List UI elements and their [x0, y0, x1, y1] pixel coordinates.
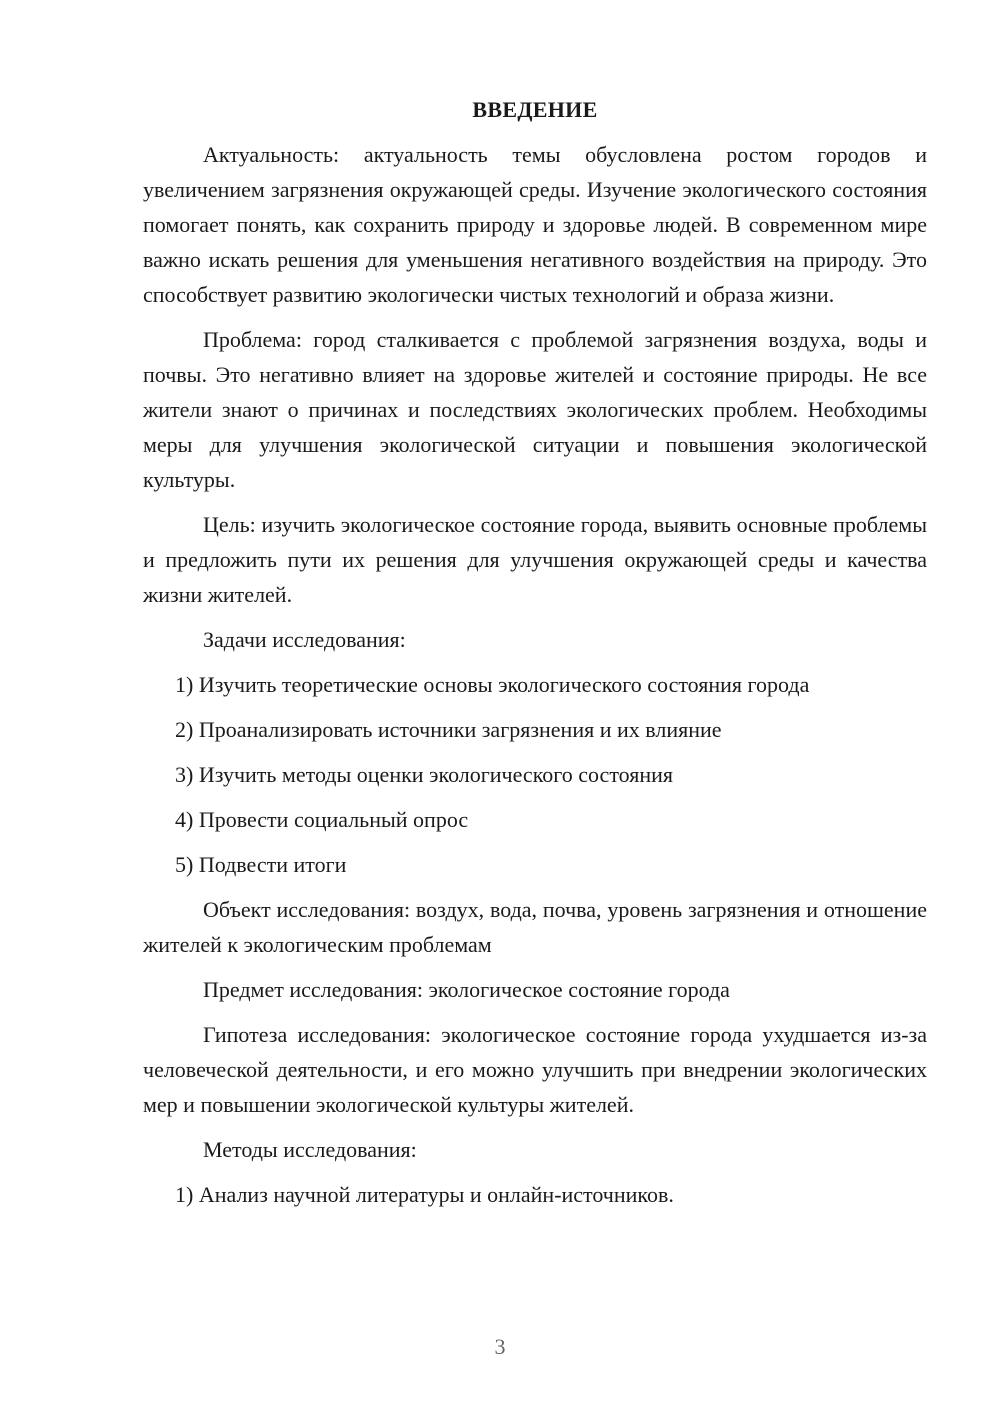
section-title: ВВЕДЕНИЕ: [472, 97, 598, 122]
task-item: 1) Изучить теоретические основы экологического состояния города: [175, 672, 810, 697]
page-number: 3: [494, 1334, 506, 1359]
paragraph-problem: Проблема: город сталкивается с проблемой загрязнения воздуха, воды и почвы. Это негативно влияет на здоровье жителей и состояние природы. Не все жители знают о причинах и последствиях экологических проблем. Необходимы меры для улучшения экологической ситуации и повышения экологической культуры.: [143, 327, 927, 492]
paragraph-subject: Предмет исследования: экологическое состояние города: [203, 977, 730, 1002]
tasks-list: [143, 667, 927, 882]
paragraph-hypothesis: Гипотеза исследования: экологическое состояние города ухудшается из-за человеческой деятельности, и его можно улучшить при внедрении экологических мер и повышении экологической культуры жителей.: [143, 1022, 927, 1117]
paragraph-goal: Цель: изучить экологическое состояние города, выявить основные проблемы и предложить пути их решения для улучшения окружающей среды и качества жизни жителей.: [143, 512, 927, 607]
document-page: [143, 92, 927, 1212]
task-item: 4) Провести социальный опрос: [175, 807, 469, 832]
task-item: 5) Подвести итоги: [175, 852, 347, 877]
paragraph-object: Объект исследования: воздух, вода, почва, уровень загрязнения и отношение жителей к экологическим проблемам: [143, 897, 927, 957]
task-item: 2) Проанализировать источники загрязнения и их влияние: [175, 717, 722, 742]
task-item: 3) Изучить методы оценки экологического состояния: [175, 762, 674, 787]
paragraph-relevance: Актуальность: актуальность темы обусловлена ростом городов и увеличением загрязнения окружающей среды. Изучение экологического состояния помогает понять, как сохранить природу и здоровье людей. В современном мире важно искать решения для уменьшения негативного воздействия на природу. Это способствует развитию экологически чистых технологий и образа жизни.: [143, 142, 927, 307]
tasks-heading: Задачи исследования:: [203, 627, 406, 652]
methods-heading: Методы исследования:: [203, 1137, 417, 1162]
methods-list: [143, 1177, 927, 1212]
method-item: 1) Анализ научной литературы и онлайн-источников.: [175, 1182, 674, 1207]
